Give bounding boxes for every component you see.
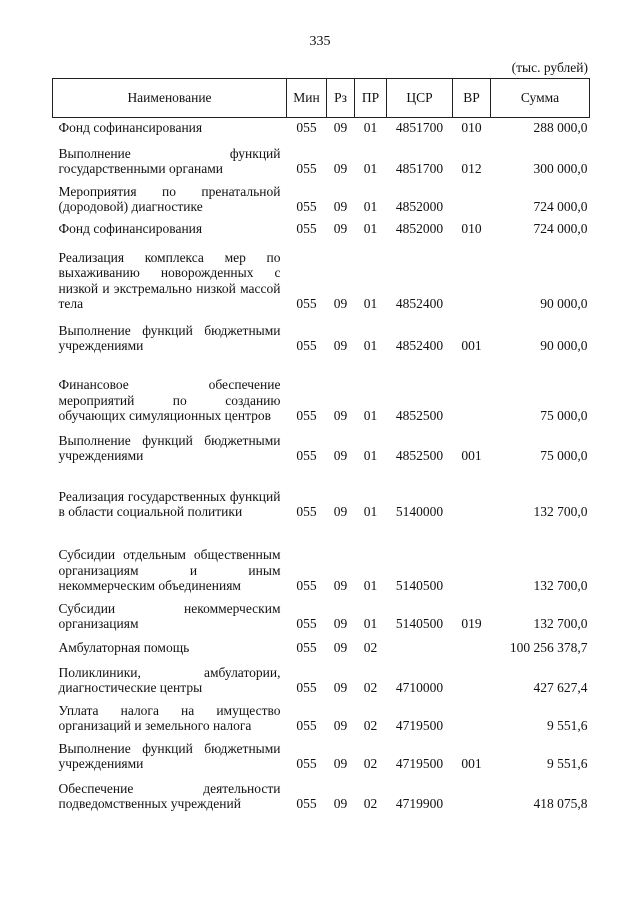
table-row — [53, 315, 590, 357]
cell-sum: 9 551,6 — [547, 756, 588, 771]
cell-name: Выполнение функций бюджетными учреждениями — [58, 322, 281, 353]
header-sum: Сумма — [491, 79, 590, 118]
cell-vr — [453, 180, 491, 218]
cell-rz: 09 — [333, 448, 348, 463]
table-row — [53, 699, 590, 737]
table-row — [53, 635, 590, 659]
cell-rz: 09 — [333, 640, 348, 655]
cell-rz: 09 — [333, 718, 348, 733]
cell-sum: 75 000,0 — [540, 408, 588, 423]
cell-pr: 02 — [363, 756, 378, 771]
cell-vr: 001 — [461, 338, 482, 353]
cell-csr: 4719500 — [395, 718, 444, 733]
cell-rz: 09 — [333, 161, 348, 176]
cell-rz: 09 — [333, 120, 348, 135]
cell-pr: 01 — [363, 199, 378, 214]
cell-pr: 02 — [363, 796, 378, 811]
cell-name: Обеспечение деятельности подведомственных учреждений — [58, 780, 281, 811]
table-row — [53, 240, 590, 315]
cell-vr — [453, 699, 491, 737]
cell-csr: 4852400 — [395, 296, 444, 311]
cell-name: Выполнение функций бюджетными учреждениями — [58, 740, 281, 771]
cell-csr: 5140000 — [395, 504, 444, 519]
table-row — [53, 523, 590, 597]
cell-name: Выполнение функций государственными органами — [58, 145, 281, 176]
cell-name: Мероприятия по пренатальной (дородовой) диагностике — [58, 183, 281, 214]
cell-csr: 4851700 — [395, 161, 444, 176]
cell-name: Выполнение функций бюджетными учреждениями — [58, 432, 281, 463]
header-name: Наименование — [53, 79, 287, 118]
header-min: Мин — [287, 79, 327, 118]
cell-pr: 01 — [363, 408, 378, 423]
cell-sum: 100 256 378,7 — [509, 640, 588, 655]
table-row — [53, 118, 590, 139]
cell-vr: 010 — [461, 221, 482, 236]
cell-name: Финансовое обеспечение мероприятий по созданию обучающих симуляционных центров — [58, 377, 281, 423]
cell-csr: 4852000 — [395, 199, 444, 214]
table-row — [53, 427, 590, 467]
cell-vr — [453, 635, 491, 659]
cell-rz: 09 — [333, 338, 348, 353]
header-vr: ВР — [453, 79, 491, 118]
cell-rz: 09 — [333, 616, 348, 631]
cell-min: 055 — [296, 448, 317, 463]
cell-sum: 132 700,0 — [533, 504, 588, 519]
cell-pr: 01 — [363, 578, 378, 593]
cell-csr: 4852500 — [395, 408, 444, 423]
cell-vr: 010 — [461, 120, 482, 135]
cell-name: Фонд софинансирования — [58, 120, 203, 135]
table-row — [53, 357, 590, 427]
cell-min: 055 — [296, 680, 317, 695]
table-row — [53, 180, 590, 218]
cell-vr: 001 — [461, 756, 482, 771]
cell-rz: 09 — [333, 504, 348, 519]
cell-vr — [453, 659, 491, 699]
cell-pr: 01 — [363, 296, 378, 311]
table-row — [53, 467, 590, 523]
cell-csr: 4719900 — [395, 796, 444, 811]
table-row — [53, 597, 590, 635]
cell-min: 055 — [296, 199, 317, 214]
cell-name: Амбулаторная помощь — [58, 640, 190, 655]
cell-csr: 5140500 — [395, 616, 444, 631]
table-row — [53, 775, 590, 815]
cell-sum: 300 000,0 — [533, 161, 588, 176]
table-row — [53, 139, 590, 180]
cell-pr: 01 — [363, 448, 378, 463]
cell-sum: 724 000,0 — [533, 199, 588, 214]
cell-min: 055 — [296, 718, 317, 733]
cell-pr: 01 — [363, 616, 378, 631]
cell-csr: 4852500 — [395, 448, 444, 463]
header-pr: ПР — [355, 79, 387, 118]
cell-min: 055 — [296, 756, 317, 771]
cell-vr — [453, 357, 491, 427]
cell-sum: 427 627,4 — [533, 680, 588, 695]
units-label: (тыс. рублей) — [511, 60, 588, 75]
cell-sum: 90 000,0 — [540, 296, 588, 311]
cell-name: Поликлиники, амбулатории, диагностические центры — [58, 664, 281, 695]
cell-csr: 4852400 — [395, 338, 444, 353]
cell-vr: 012 — [461, 161, 482, 176]
table-header-row — [53, 79, 590, 118]
cell-vr — [453, 523, 491, 597]
cell-csr: 4710000 — [395, 680, 444, 695]
table-row — [53, 659, 590, 699]
cell-min: 055 — [296, 578, 317, 593]
cell-rz: 09 — [333, 680, 348, 695]
cell-vr — [453, 775, 491, 815]
cell-min: 055 — [296, 408, 317, 423]
cell-sum: 132 700,0 — [533, 578, 588, 593]
budget-table — [52, 78, 590, 815]
cell-vr — [453, 240, 491, 315]
cell-csr: 5140500 — [395, 578, 444, 593]
cell-sum: 90 000,0 — [540, 338, 588, 353]
table-body — [53, 118, 590, 815]
cell-name: Реализация государственных функций в области социальной политики — [58, 488, 281, 519]
cell-name: Фонд софинансирования — [58, 221, 203, 236]
cell-min: 055 — [296, 296, 317, 311]
cell-min: 055 — [296, 616, 317, 631]
cell-rz: 09 — [333, 296, 348, 311]
cell-pr: 02 — [363, 640, 378, 655]
cell-min: 055 — [296, 640, 317, 655]
cell-min: 055 — [296, 338, 317, 353]
cell-sum: 418 075,8 — [533, 796, 588, 811]
table-row — [53, 218, 590, 240]
cell-pr: 02 — [363, 718, 378, 733]
cell-vr — [453, 467, 491, 523]
cell-sum: 9 551,6 — [547, 718, 588, 733]
cell-csr: 4851700 — [395, 120, 444, 135]
cell-rz: 09 — [333, 756, 348, 771]
cell-pr: 01 — [363, 161, 378, 176]
cell-min: 055 — [296, 161, 317, 176]
table-row — [53, 737, 590, 775]
cell-csr — [387, 635, 453, 659]
cell-vr: 019 — [461, 616, 482, 631]
cell-pr: 02 — [363, 680, 378, 695]
cell-rz: 09 — [333, 199, 348, 214]
cell-pr: 01 — [363, 504, 378, 519]
cell-name: Субсидии отдельным общественным организациям и иным некоммерческим объединениям — [58, 547, 281, 593]
cell-name: Уплата налога на имущество организаций и земельного налога — [58, 702, 281, 733]
page-number: 335 — [309, 34, 331, 49]
cell-pr: 01 — [363, 221, 378, 236]
header-rz: Рз — [327, 79, 355, 118]
cell-min: 055 — [296, 504, 317, 519]
cell-sum: 132 700,0 — [533, 616, 588, 631]
cell-rz: 09 — [333, 796, 348, 811]
cell-pr: 01 — [363, 120, 378, 135]
cell-pr: 01 — [363, 338, 378, 353]
cell-vr: 001 — [461, 448, 482, 463]
cell-min: 055 — [296, 120, 317, 135]
header-csr: ЦСР — [387, 79, 453, 118]
cell-name: Субсидии некоммерческим организациям — [58, 600, 281, 631]
cell-min: 055 — [296, 796, 317, 811]
cell-csr: 4852000 — [395, 221, 444, 236]
cell-sum: 288 000,0 — [533, 120, 588, 135]
cell-rz: 09 — [333, 221, 348, 236]
cell-sum: 724 000,0 — [533, 221, 588, 236]
cell-name: Реализация комплекса мер по выхаживанию новорожденных с низкой и экстремально низкой массой тела — [58, 249, 281, 311]
cell-min: 055 — [296, 221, 317, 236]
cell-rz: 09 — [333, 578, 348, 593]
cell-rz: 09 — [333, 408, 348, 423]
cell-sum: 75 000,0 — [540, 448, 588, 463]
cell-csr: 4719500 — [395, 756, 444, 771]
